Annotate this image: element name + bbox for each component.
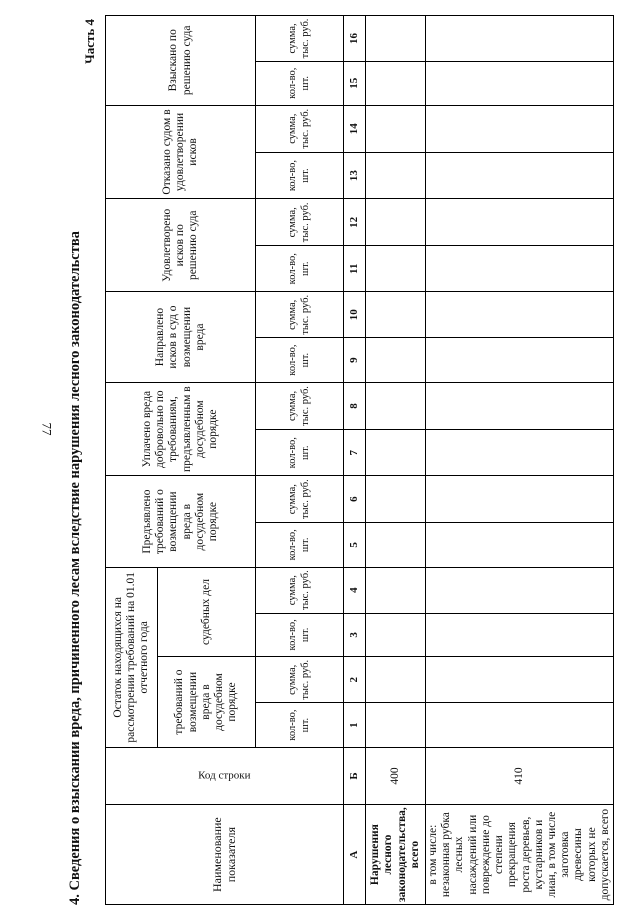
value-cell — [426, 16, 614, 62]
value-cell — [426, 567, 614, 613]
value-cell — [426, 657, 614, 703]
column-number-9: 9 — [344, 338, 366, 382]
document-title: 4. Сведения о взыскании вреда, причиненного лесам вследствие нарушения лесного законодательства — [67, 231, 83, 905]
header-paid-voluntary: Уплачено вреда добровольно по требованиям, предъявленным в досудебном порядке — [106, 382, 256, 476]
value-cell — [426, 338, 614, 382]
part-label: Часть 4 — [82, 19, 97, 64]
unit-count-11: кол-во, шт. — [256, 246, 344, 292]
column-number-6: 6 — [344, 476, 366, 522]
unit-sum-10: сумма, тыс. руб. — [256, 292, 344, 338]
unit-count-3: кол-во, шт. — [256, 613, 344, 657]
value-cell — [426, 292, 614, 338]
value-cell — [366, 703, 426, 747]
unit-count-5: кол-во, шт. — [256, 522, 344, 567]
value-cell — [426, 430, 614, 476]
row-name: Нарушения лесного законодательства, всего — [366, 805, 426, 905]
table-row — [366, 16, 426, 905]
value-cell — [426, 61, 614, 105]
column-number-3: 3 — [344, 613, 366, 657]
column-number-15: 15 — [344, 61, 366, 105]
column-number-7: 7 — [344, 430, 366, 476]
value-cell — [366, 567, 426, 613]
value-cell — [426, 703, 614, 747]
value-cell — [426, 199, 614, 246]
unit-sum-14: сумма, тыс. руб. — [256, 105, 344, 152]
header-remainder-court: судебных дел — [158, 567, 256, 656]
unit-count-13: кол-во, шт. — [256, 152, 344, 199]
value-cell — [426, 105, 614, 152]
header-recovered-by-court: Взыскано по решению суда — [106, 16, 256, 106]
header-remainder: Остаток находящихся на рассмотрении требований на 01.01 отчетного года — [106, 567, 158, 747]
column-number-1: 1 — [344, 703, 366, 747]
header-indicator-name: Наименование показателя — [106, 805, 344, 905]
header-remainder-pretrial: требований о возмещении вреда в досудебном порядке — [158, 657, 256, 748]
column-number-5: 5 — [344, 522, 366, 567]
unit-sum-8: сумма, тыс. руб. — [256, 382, 344, 429]
unit-sum-4: сумма, тыс. руб. — [256, 567, 344, 613]
value-cell — [426, 246, 614, 292]
table-row — [426, 16, 614, 905]
row-name: в том числе: незаконная рубка лесных насаждений или повреждение до степени прекращения роста деревьев, кустарников и лиан, в том числе заготовка древесины которых не допускается, всего — [426, 805, 614, 905]
header-presented: Предъявлено требований о возмещении вреда в досудебном порядке — [106, 476, 256, 567]
rotated-content — [60, 15, 611, 905]
value-cell — [426, 522, 614, 567]
row-code: 410 — [426, 747, 614, 804]
column-number-10: 10 — [344, 292, 366, 338]
value-cell — [366, 246, 426, 292]
unit-sum-2: сумма, тыс. руб. — [256, 657, 344, 703]
header-suits-denied: Отказано судом в удовлетворении исков — [106, 105, 256, 199]
value-cell — [426, 382, 614, 429]
value-cell — [366, 16, 426, 62]
unit-count-1: кол-во, шт. — [256, 703, 344, 747]
value-cell — [366, 522, 426, 567]
column-number-14: 14 — [344, 105, 366, 152]
page-number: 77 — [39, 422, 55, 436]
value-cell — [426, 152, 614, 199]
column-number-13: 13 — [344, 152, 366, 199]
value-cell — [366, 105, 426, 152]
row-code: 400 — [366, 747, 426, 804]
value-cell — [426, 613, 614, 657]
unit-sum-12: сумма, тыс. руб. — [256, 199, 344, 246]
column-number-16: 16 — [344, 16, 366, 62]
value-cell — [366, 61, 426, 105]
column-number-12: 12 — [344, 199, 366, 246]
recovery-table — [105, 15, 614, 905]
value-cell — [366, 199, 426, 246]
column-number-a: А — [344, 805, 366, 905]
column-number-8: 8 — [344, 382, 366, 429]
column-number-b: Б — [344, 747, 366, 804]
column-number-11: 11 — [344, 246, 366, 292]
header-line-code — [106, 747, 344, 804]
unit-sum-16: сумма, тыс. руб. — [256, 16, 344, 62]
unit-count-9: кол-во, шт. — [256, 338, 344, 382]
header-suits-sent: Направлено исков в суд о возмещении вреда — [106, 292, 256, 383]
value-cell — [366, 338, 426, 382]
value-cell — [366, 382, 426, 429]
value-cell — [366, 152, 426, 199]
value-cell — [366, 613, 426, 657]
column-number-2: 2 — [344, 657, 366, 703]
unit-count-7: кол-во, шт. — [256, 430, 344, 476]
value-cell — [366, 430, 426, 476]
value-cell — [366, 476, 426, 522]
unit-sum-6: сумма, тыс. руб. — [256, 476, 344, 522]
value-cell — [366, 292, 426, 338]
header-line-code-label: Код строки — [198, 769, 251, 782]
value-cell — [366, 657, 426, 703]
header-suits-satisfied: Удовлетворено исков по решению суда — [106, 199, 256, 292]
unit-count-15: кол-во, шт. — [256, 61, 344, 105]
value-cell — [426, 476, 614, 522]
column-number-4: 4 — [344, 567, 366, 613]
